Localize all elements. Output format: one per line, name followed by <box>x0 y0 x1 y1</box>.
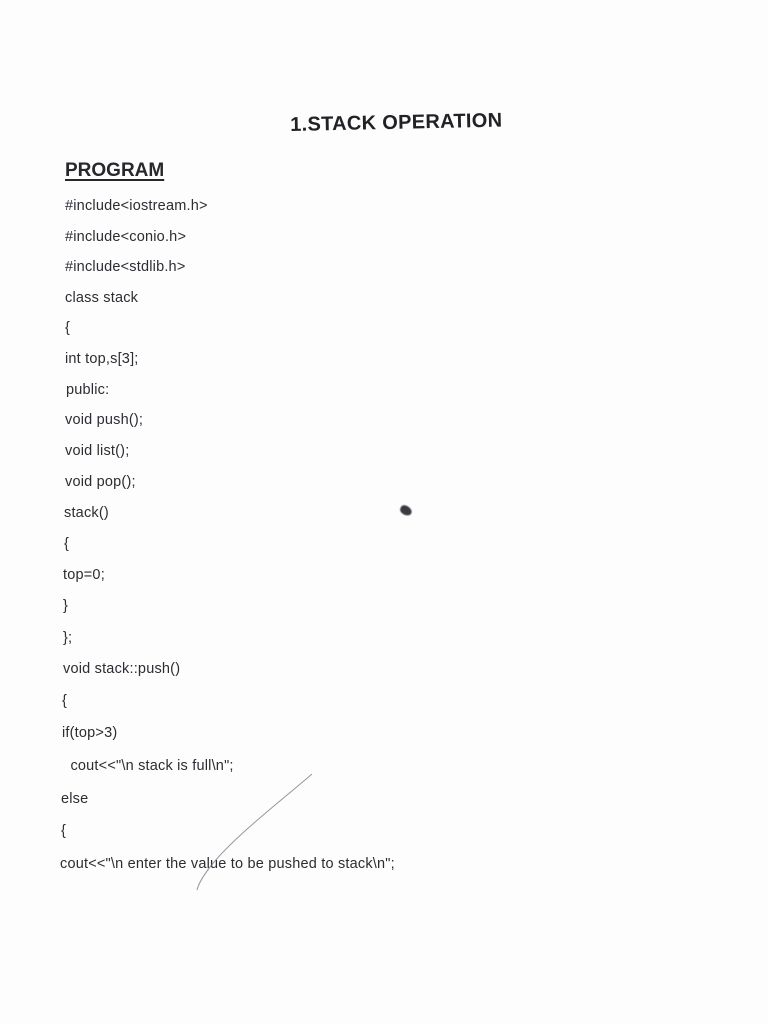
code-line: { <box>65 320 71 336</box>
section-heading: PROGRAM <box>65 160 165 181</box>
code-line: { <box>62 693 68 709</box>
document-title: 1.STACK OPERATION <box>290 109 503 136</box>
code-line: void list(); <box>65 443 130 459</box>
code-line: #include<iostream.h> <box>65 198 208 214</box>
code-line: } <box>63 598 69 614</box>
code-line: { <box>64 536 70 552</box>
code-line: void push(); <box>65 412 144 428</box>
code-line: stack() <box>64 505 109 521</box>
code-line: #include<stdlib.h> <box>65 259 186 275</box>
code-line: if(top>3) <box>62 725 118 741</box>
code-line: #include<conio.h> <box>65 229 187 245</box>
code-line: class stack <box>65 290 139 306</box>
code-line: cout<<"\n enter the value to be pushed to stack\n"; <box>60 856 395 872</box>
code-line: void stack::push() <box>63 661 181 677</box>
code-line: int top,s[3]; <box>65 351 139 367</box>
code-line: public: <box>66 382 110 398</box>
code-line: top=0; <box>63 567 105 583</box>
code-line: }; <box>63 630 73 646</box>
code-line: void pop(); <box>65 474 136 490</box>
code-line: cout<<"\n stack is full\n"; <box>62 758 234 774</box>
code-line: { <box>61 823 67 839</box>
code-line: else <box>61 791 89 807</box>
